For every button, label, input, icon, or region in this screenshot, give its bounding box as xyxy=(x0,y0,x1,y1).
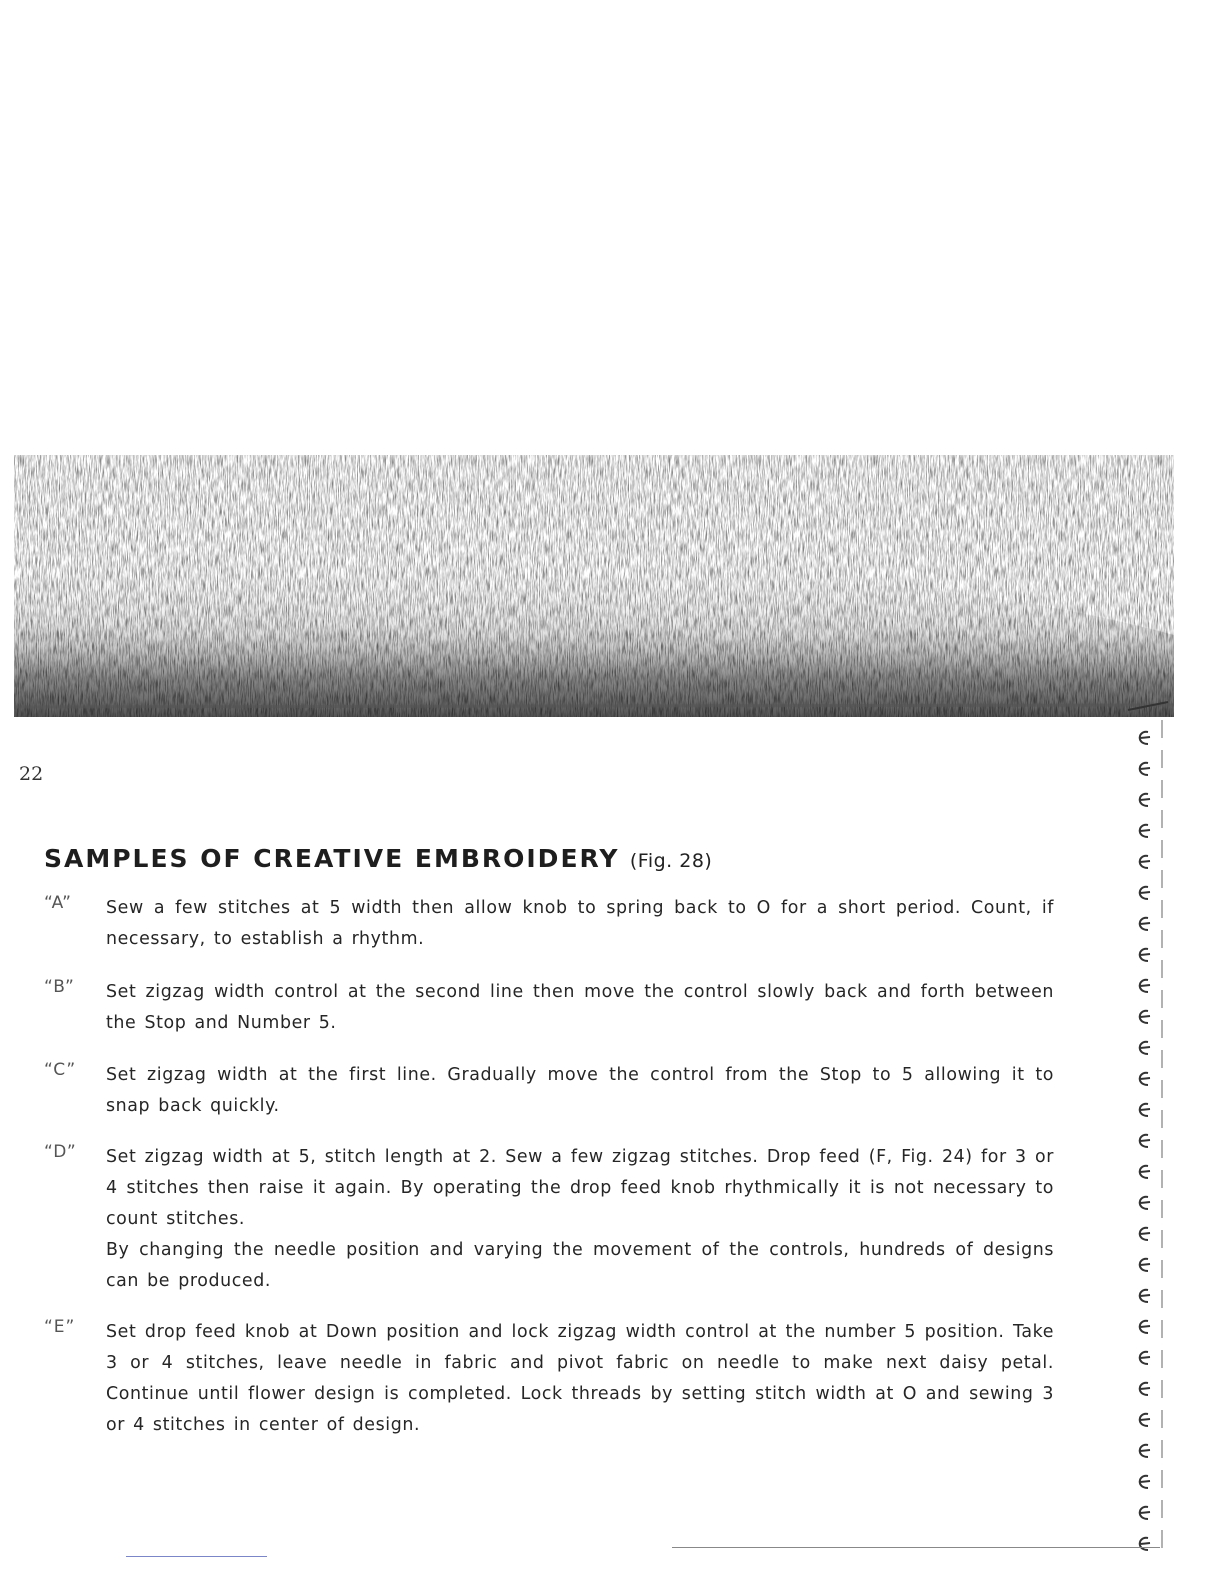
item-text xyxy=(106,893,1054,955)
item-label: “B” xyxy=(44,977,75,997)
item-label: “A” xyxy=(44,893,72,913)
binding-hook xyxy=(1140,1011,1150,1023)
binding-hook xyxy=(1140,1228,1150,1240)
section-title xyxy=(44,844,712,873)
binding-hook xyxy=(1140,856,1150,868)
binding-hook xyxy=(1140,1321,1150,1333)
item-label: “E” xyxy=(44,1317,76,1337)
binding-hook xyxy=(1140,1166,1150,1178)
binding-hook xyxy=(1140,1383,1150,1395)
item-label: “D” xyxy=(44,1142,77,1162)
binding-hook xyxy=(1140,1352,1150,1364)
binding-hook xyxy=(1140,763,1150,775)
embroidery-item-d xyxy=(44,1142,1054,1297)
figure-reference: (Fig. 28) xyxy=(629,850,713,872)
binding-hook xyxy=(1140,1135,1150,1147)
binding-hook xyxy=(1140,1042,1150,1054)
embroidery-item-a xyxy=(44,893,1054,955)
blue-underline-mark xyxy=(126,1556,267,1557)
page-number: 22 xyxy=(19,763,44,785)
item-paragraph: Sew a few stitches at 5 width then allow knob to spring back to O for a short period. Count, if necessary, to establish a rhythm. xyxy=(106,898,1054,949)
binding-hook xyxy=(1140,1197,1150,1209)
binding-hook xyxy=(1140,1507,1150,1519)
item-text xyxy=(106,1317,1054,1441)
embroidery-item-b xyxy=(44,977,1054,1039)
binding-hook xyxy=(1140,1476,1150,1488)
item-label: “C” xyxy=(44,1060,77,1080)
binding-hook xyxy=(1140,918,1150,930)
binding-hook xyxy=(1140,949,1150,961)
photocopy-smudge xyxy=(14,455,1174,717)
item-paragraph: Set zigzag width at 5, stitch length at 2. Sew a few zigzag stitches. Drop feed (F, Fig. 24) for 3 or 4 stitches then raise it again. By operating the drop feed knob rhythmically it is not necessary to count stitches. xyxy=(106,1147,1054,1229)
item-text xyxy=(106,977,1054,1039)
binding-hook xyxy=(1140,825,1150,837)
section-title-text: SAMPLES OF CREATIVE EMBROIDERY xyxy=(44,844,620,873)
bottom-rule xyxy=(672,1547,1160,1548)
binding-hook xyxy=(1140,1290,1150,1302)
binding-hook xyxy=(1140,794,1150,806)
item-text xyxy=(106,1060,1054,1122)
binding-hook xyxy=(1140,1073,1150,1085)
item-text xyxy=(106,1142,1054,1297)
binding-hook xyxy=(1140,980,1150,992)
binding-hook xyxy=(1140,1104,1150,1116)
binding-hook xyxy=(1140,1538,1150,1550)
embroidery-item-c xyxy=(44,1060,1054,1122)
spiral-binding-marks xyxy=(1118,700,1178,1560)
item-paragraph: Set drop feed knob at Down position and lock zigzag width control at the number 5 position. Take 3 or 4 stitches, leave needle in fabric and pivot fabric on needle to make next daisy petal. Continue until flower design is completed. Lock threads by setting stitch width at O and sewing 3 or 4 stitches in center of design. xyxy=(106,1322,1054,1435)
embroidery-item-e xyxy=(44,1317,1054,1441)
item-paragraph: Set zigzag width control at the second line then move the control slowly back and forth between the Stop and Number 5. xyxy=(106,982,1054,1033)
item-paragraph: Set zigzag width at the first line. Gradually move the control from the Stop to 5 allowing it to snap back quickly. xyxy=(106,1065,1054,1116)
binding-hook xyxy=(1140,1414,1150,1426)
item-paragraph: By changing the needle position and varying the movement of the controls, hundreds of designs can be produced. xyxy=(106,1240,1054,1291)
binding-hook xyxy=(1140,732,1150,744)
binding-hook xyxy=(1140,1445,1150,1457)
binding-hook xyxy=(1140,887,1150,899)
binding-hook xyxy=(1140,1259,1150,1271)
